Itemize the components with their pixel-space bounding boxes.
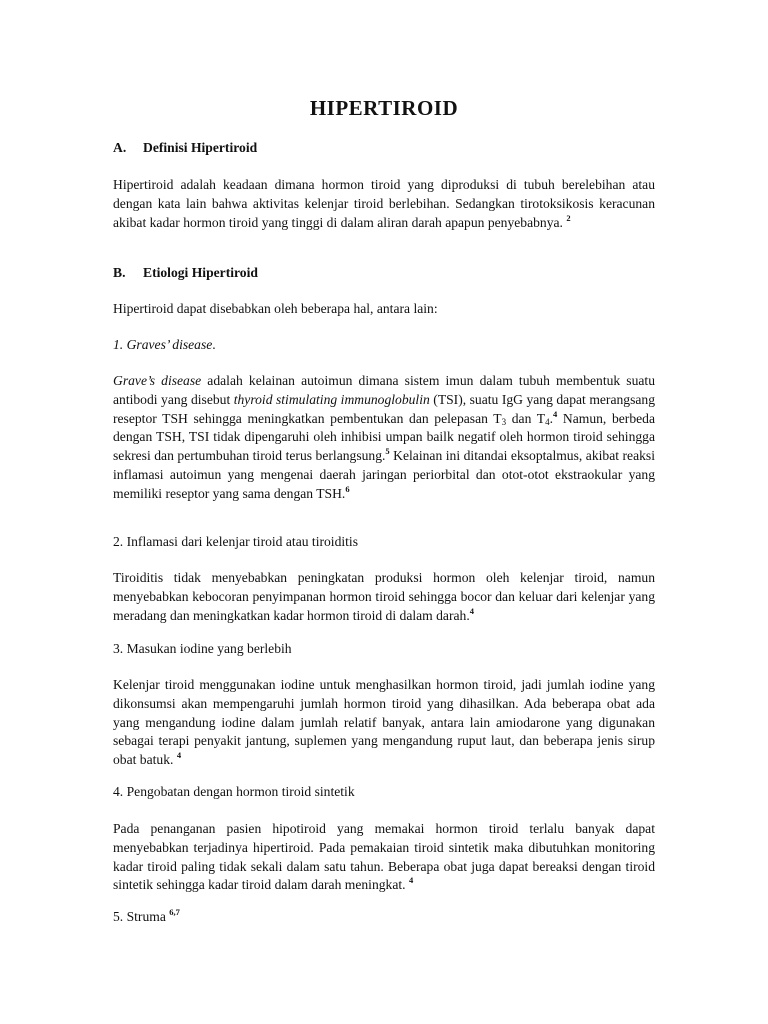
tiroiditis-paragraph: Tiroiditis tidak menyebabkan peningkatan produksi hormon oleh kelenjar tiroid, namun menyebabkan kebocoran penyimpanan hormon tiroid sehingga bocor dan keluar dari kelenjar yang meradang dan meningkatkan kadar hormon tiroid di dalam darah.$^4$ [113, 570, 655, 623]
document-title: HIPERTIROID [309, 96, 459, 120]
section-a-heading [113, 139, 655, 157]
footnote-ref: 4 [553, 408, 558, 419]
graves-paragraph: Grave’s disease adalah kelainan autoimun dimana sistem imun dalam tubuh membentuk suatu antibodi yang disebut thyroid stimulating immunoglobulin (TSI), suatu IgG yang dapat merangsang reseptor TSH sehingga meningkatkan pembentukan dan pelepasan $T_3$ dan $T_4.^4$ Namun, berbeda dengan TSH, TSI tidak dipengaruhi oleh inhibisi umpan bailk negatif oleh hormon tiroid sehingga sekresi dan pertumbuhan tiroid terus berlangsung.$^5$ Kelainan ini ditandai eksoptalmus, akibat reaksi inflamasi autoimun yang mengenai daerah jaringan periorbital dan otot-otot ekstraokular yang memiliki reseptor yang sama dengan TSH.$^6$ [113, 373, 656, 501]
footnote-ref: 5 [385, 446, 390, 457]
item-5-title: 5. Struma $^{6,7}$ [113, 907, 180, 924]
iodine-paragraph: Kelenjar tiroid menggunakan iodine untuk menghasilkan hormon tiroid, jadi jumlah iodine yang dikonsumsi akan mempengaruhi jumlah hormon tiroid yang dihasilkan. Ada beberapa obat ada yang mengandung iodine dalam jumlah relatif banyak, antara lain amiodarone yang digunakan sebagai terapi penyakit jantung, suplemen yang mengandung ruput laut, dan beberapa jenis sirup obat batuk. $^4$ [113, 677, 655, 768]
sintetik-paragraph: Pada penanganan pasien hipotiroid yang memakai hormon tiroid terlalu banyak dapat menyebabkan terjadinya hipertiroid. Pada pemakaian tiroid sintetik maka dibutuhkan monitoring kadar tiroid paling tidak sekali dalam satu tahun. Beberapa obat juga dapat bereaksi dengan tiroid sintetik sehingga kadar tiroid dalam darah meningkat. $^4$ [113, 821, 655, 893]
section-b-letter: B. [113, 265, 126, 280]
item-3-title: 3. Masukan iodine yang berlebih [113, 641, 292, 656]
footnote-ref: 4 [469, 605, 474, 616]
footnote-ref: 4 [176, 750, 182, 761]
footnote-ref: 6 [345, 483, 350, 494]
definisi-paragraph: Hipertiroid adalah keadaan dimana hormon tiroid yang diproduksi di tubuh berelebihan atau dengan kata lain bahwa aktivitas kelenjar tiroid berlebihan. Sedangkan tirotoksikosis keracunan akibat kadar hormon tiroid yang tinggi di dalam aliran darah apapun penyebabnya. $^2$ [113, 177, 655, 230]
item-1-title: 1. Graves’ disease. [113, 337, 216, 352]
section-b-title: Etiologi Hipertiroid [143, 265, 258, 280]
section-b-heading [113, 264, 655, 282]
footnote-ref: 6,7 [169, 907, 180, 917]
item-2-title: 2. Inflamasi dari kelenjar tiroid atau tiroiditis [113, 534, 358, 549]
section-a-letter: A. [113, 140, 127, 155]
footnote-ref: 4 [408, 875, 414, 886]
section-a-title: Definisi Hipertiroid [143, 140, 258, 155]
footnote-ref: 2 [566, 212, 571, 223]
etiologi-intro: Hipertiroid dapat disebabkan oleh beberapa hal, antara lain: [113, 301, 438, 316]
item-4-title: 4. Pengobatan dengan hormon tiroid sintetik [113, 784, 355, 799]
